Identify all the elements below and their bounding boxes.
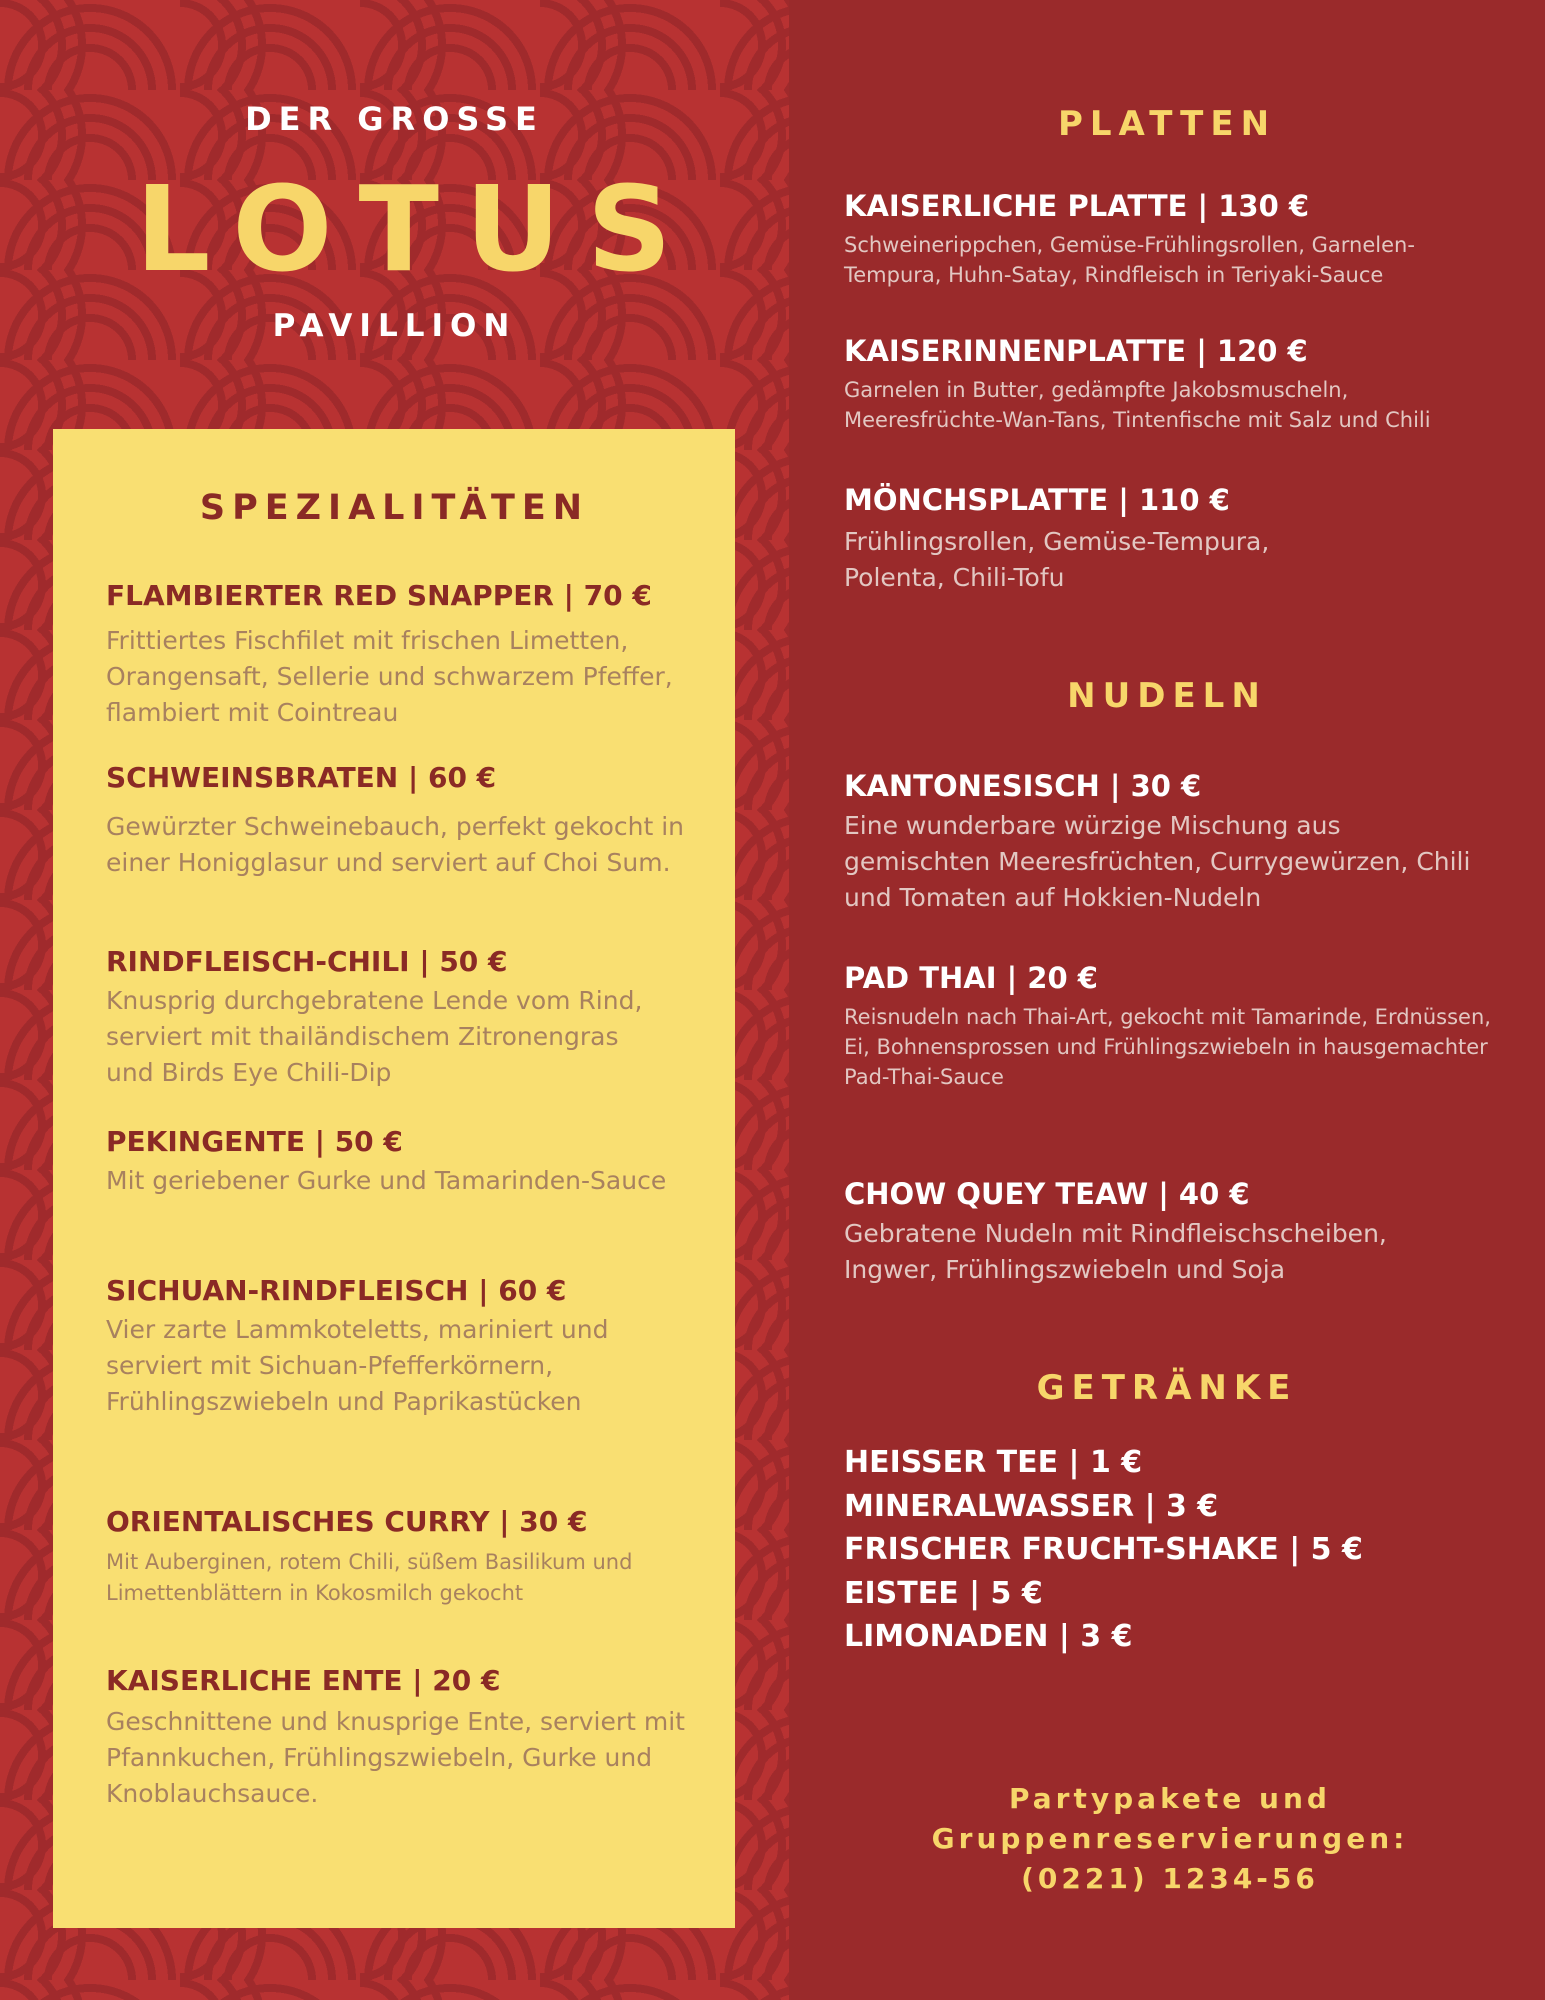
menu-item-name: KANTONESISCH | 30 € — [844, 769, 1202, 803]
menu-item-name: KAISERLICHE PLATTE | 130 € — [844, 189, 1310, 223]
drinks-list — [844, 1441, 1363, 1659]
footer-contact — [860, 1779, 1480, 1899]
menu-item-name: MÖNCHSPLATTE | 110 € — [844, 483, 1230, 517]
menu-item-description: Frittiertes Fischfilet mit frischen Limetten, Orangensaft, Sellerie und schwarzem Pfeffer, flambiert mit Cointreau — [106, 626, 673, 727]
brand-bottom-line: PAVILLION — [272, 308, 517, 344]
brand-name: LOTUS — [135, 160, 698, 298]
menu-item-description: Geschnittene und knusprige Ente, serviert mit Pfannkuchen, Frühlingszwiebeln, Gurke und Knoblauchsauce. — [106, 1707, 685, 1808]
menu-item-name: KAISERLICHE ENTE | 20 € — [106, 1664, 501, 1697]
drink-item: MINERALWASSER | 3 € — [844, 1488, 1219, 1524]
menu-item — [844, 960, 1504, 1092]
drink-item: EISTEE | 5 € — [844, 1575, 1043, 1611]
menu-item — [106, 1124, 706, 1199]
menu-item-description: Frühlingsrollen, Gemüse-Tempura, Polenta, Chili-Tofu — [844, 527, 1270, 593]
menu-item-description: Reisnudeln nach Thai-Art, gekocht mit Tamarinde, Erdnüssen, Ei, Bohnensprossen und Frühlingszwiebeln in hausgemachter Pad-Thai-Sauce — [844, 1005, 1491, 1090]
menu-item-description: Knusprig durchgebratene Lende vom Rind, serviert mit thailändischem Zitronengras und Birds Eye Chili-Dip — [106, 986, 643, 1087]
menu-item-description: Vier zarte Lammkoteletts, mariniert und serviert mit Sichuan-Pfefferkörnern, Frühlingszwiebeln und Paprikastücken — [106, 1315, 609, 1416]
menu-item-description: Garnelen in Butter, gedämpfte Jakobsmuscheln, Meeresfrüchte-Wan-Tans, Tintenfische mit Salz und Chili — [844, 378, 1431, 433]
menu-item-name: KAISERINNENPLATTE | 120 € — [844, 334, 1308, 368]
menu-item-description: Eine wunderbare würzige Mischung aus gemischten Meeresfrüchten, Currygewürzen, Chili und Tomaten auf Hokkien-Nudeln — [844, 811, 1471, 913]
footer-line: Partypakete und — [1009, 1782, 1331, 1815]
menu-item — [106, 578, 706, 731]
menu-item — [106, 760, 706, 881]
menu-item — [106, 944, 706, 1091]
menu-item-description: Mit Auberginen, rotem Chili, süßem Basilikum und Limettenblättern in Kokosmilch gekocht — [106, 1550, 633, 1605]
drink-item: HEISSER TEE | 1 € — [844, 1445, 1143, 1480]
drink-item: FRISCHER FRUCHT-SHAKE | 5 € — [844, 1532, 1363, 1567]
menu-item — [106, 1504, 706, 1609]
menu-item-name: SICHUAN-RINDFLEISCH | 60 € — [106, 1274, 567, 1307]
menu-item-name: PEKINGENTE | 50 € — [106, 1125, 403, 1158]
platters-title: PLATTEN — [1057, 104, 1277, 144]
menu-item — [844, 482, 1504, 596]
menu-item — [106, 1273, 706, 1420]
menu-item-name: ORIENTALISCHES CURRY | 30 € — [106, 1505, 588, 1538]
menu-item-description: Gewürzter Schweinebauch, perfekt gekocht in einer Honigglasur und serviert auf Choi Sum. — [106, 812, 685, 877]
menu-item — [844, 333, 1504, 435]
specialties-title: SPEZIALITÄTEN — [199, 488, 590, 528]
menu-item-name: RINDFLEISCH-CHILI | 50 € — [106, 945, 508, 978]
footer-line: Gruppenreservierungen: — [931, 1822, 1409, 1855]
noodles-title: NUDELN — [1067, 676, 1267, 716]
menu-item-description: Schweinerippchen, Gemüse-Frühlingsrollen, Garnelen-Tempura, Huhn-Satay, Rindfleisch in Teriyaki-Sauce — [844, 233, 1415, 288]
drinks-title: GETRÄNKE — [1036, 1368, 1298, 1408]
drink-item: LIMONADEN | 3 € — [844, 1619, 1133, 1654]
brand-top-line: DER GROSSE — [245, 100, 544, 138]
footer-phone: (0221) 1234-56 — [1021, 1862, 1319, 1895]
menu-item — [844, 1176, 1504, 1288]
menu-item — [844, 188, 1504, 290]
menu-item-name: SCHWEINSBRATEN | 60 € — [106, 761, 497, 794]
menu-item-description: Mit geriebener Gurke und Tamarinden-Sauce — [106, 1166, 667, 1195]
menu-item-name: CHOW QUEY TEAW | 40 € — [844, 1177, 1250, 1211]
menu-item-description: Gebratene Nudeln mit Rindfleischscheiben, Ingwer, Frühlingszwiebeln und Soja — [844, 1219, 1387, 1285]
menu-item — [844, 768, 1504, 916]
menu-item-name: PAD THAI | 20 € — [844, 961, 1098, 995]
menu-item-name: FLAMBIERTER RED SNAPPER | 70 € — [106, 579, 652, 612]
menu-item — [106, 1663, 706, 1812]
